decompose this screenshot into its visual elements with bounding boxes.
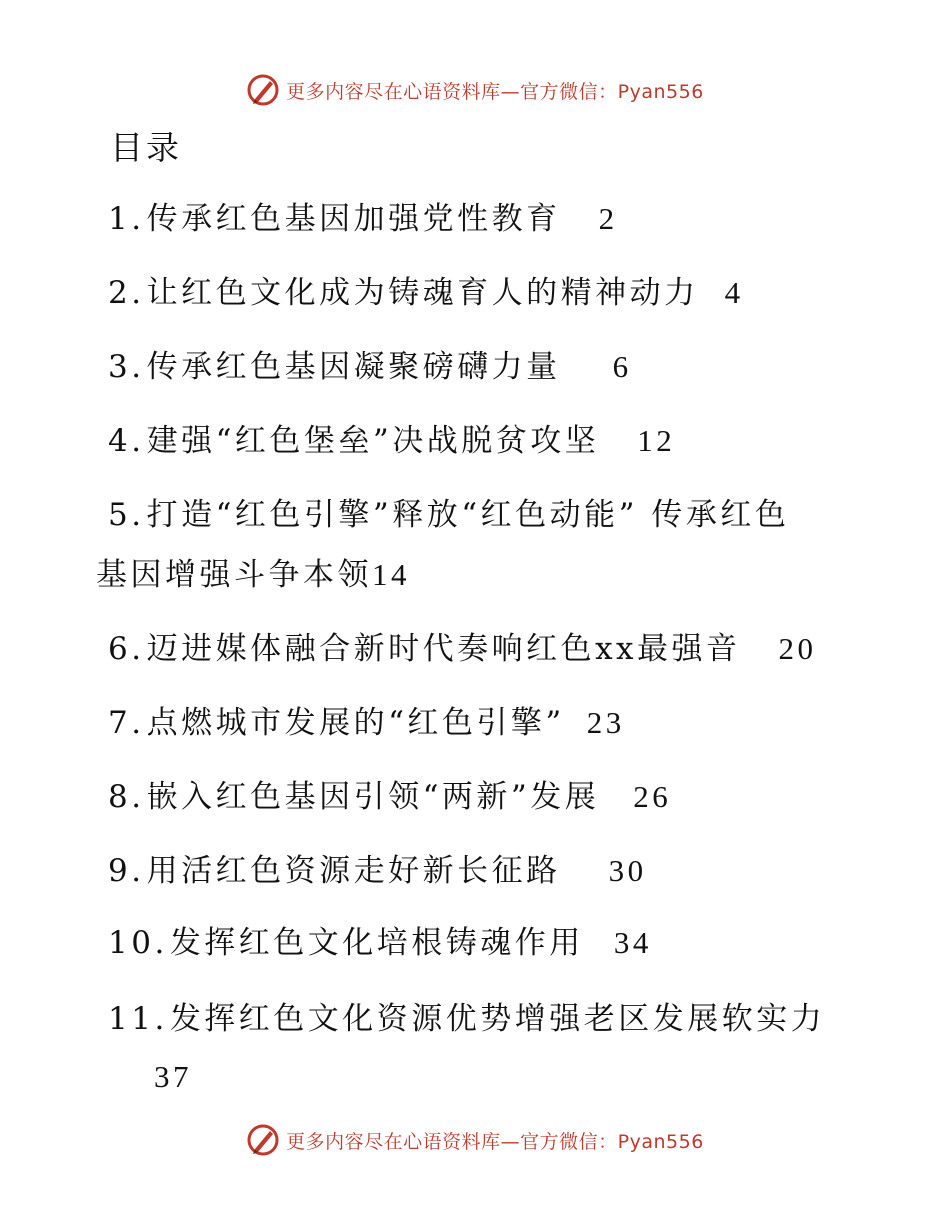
toc-entry-6[interactable]	[108, 626, 817, 672]
entry-title: 打造“红色引擎”释放“红色动能” 传承红色	[146, 497, 790, 533]
toc-entry-5[interactable]	[108, 492, 789, 538]
entry-number: 1.	[108, 201, 145, 237]
entry-title: 建强“红色堡垒”决战脱贫攻坚	[146, 423, 600, 459]
toc-title: 目录	[110, 128, 182, 167]
entry-number: 10.	[108, 925, 168, 961]
entry-page: 4	[724, 275, 744, 310]
entry-page: 34	[613, 925, 652, 960]
entry-number: 8.	[108, 779, 145, 815]
entry-title: 点燃城市发展的“红色引擎”	[146, 705, 565, 741]
entry-page: 14	[372, 557, 410, 592]
footer-banner	[0, 1120, 950, 1160]
toc-entry-1[interactable]	[108, 196, 618, 242]
entry-number: 2.	[108, 275, 145, 311]
toc-entry-5-continued[interactable]	[96, 552, 410, 598]
entry-page: 26	[633, 779, 672, 814]
entry-title: 发挥红色文化资源优势增强老区发展软实力	[169, 1001, 826, 1037]
entry-number: 7.	[108, 705, 145, 741]
pen-logo-icon	[246, 1123, 280, 1157]
entry-page: 6	[612, 349, 632, 384]
entry-title: 用活红色资源走好新长征路	[146, 853, 561, 889]
banner-text: 更多内容尽在心语资料库—官方微信：Pyan556	[286, 1130, 704, 1153]
entry-number: 3.	[108, 349, 145, 385]
entry-title: 嵌入红色基因引领“两新”发展	[146, 779, 600, 815]
toc-entry-2[interactable]	[108, 270, 744, 316]
entry-title: 传承红色基因加强党性教育	[146, 201, 561, 237]
entry-title-continued: 基因增强斗争本领	[96, 557, 372, 593]
entry-title: 让红色文化成为铸魂育人的精神动力	[146, 275, 699, 311]
entry-page: 30	[608, 853, 647, 888]
entry-page: 20	[778, 631, 817, 666]
entry-number: 5.	[108, 497, 145, 533]
entry-page: 37	[154, 1059, 192, 1094]
toc-entry-4[interactable]	[108, 418, 675, 464]
entry-page: 2	[598, 201, 618, 236]
entry-number: 11.	[108, 1001, 168, 1037]
toc-entry-7[interactable]	[108, 700, 625, 746]
entry-number: 4.	[108, 423, 145, 459]
entry-title: 迈进媒体融合新时代奏响红色xx最强音	[146, 631, 741, 667]
entry-title: 发挥红色文化培根铸魂作用	[169, 925, 584, 961]
entry-number: 6.	[108, 631, 145, 667]
entry-page: 12	[637, 423, 676, 458]
banner-text: 更多内容尽在心语资料库—官方微信：Pyan556	[286, 80, 704, 103]
toc-entry-8[interactable]	[108, 774, 671, 820]
toc-entry-11[interactable]	[108, 996, 825, 1042]
toc-entry-3[interactable]	[108, 344, 632, 390]
toc-entry-10[interactable]	[108, 920, 652, 966]
toc-entry-9[interactable]	[108, 848, 647, 894]
toc-entry-11-page[interactable]	[154, 1054, 192, 1100]
entry-number: 9.	[108, 853, 145, 889]
entry-page: 23	[586, 705, 625, 740]
entry-title: 传承红色基因凝聚磅礴力量	[146, 349, 561, 385]
